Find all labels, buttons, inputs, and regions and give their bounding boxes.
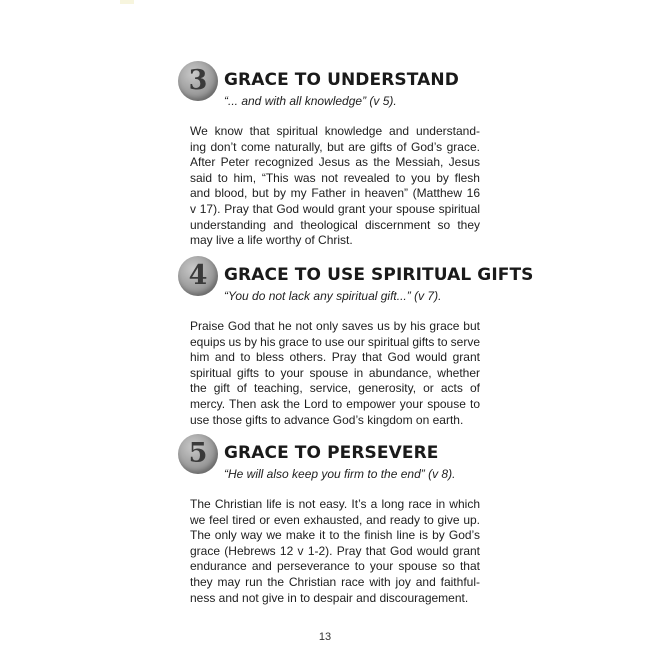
- body-line: they may run the Christian race with joy and faithful-: [190, 574, 480, 589]
- section-heading: [178, 434, 478, 481]
- page-corner-mark: [120, 0, 134, 4]
- body-line: v 17). Pray that God would grant your spouse spiritual: [190, 201, 480, 216]
- body-line: and blood, but by my Father in heaven” (Matthew 16: [190, 186, 480, 201]
- section-heading: [178, 256, 534, 303]
- body-line: use those gifts to advance God’s kingdom on earth.: [190, 412, 464, 427]
- section-body: [190, 497, 480, 606]
- body-line: After Peter recognized Jesus as the Messiah, Jesus: [190, 155, 480, 170]
- body-line: Praise God that he not only saves us by his grace but: [190, 319, 480, 333]
- body-line: ness and not give in to despair and discouragement.: [190, 590, 469, 605]
- section-title: GRACE TO PERSEVERE: [224, 443, 439, 463]
- page-number: 13: [318, 631, 332, 643]
- body-line: equips us by his grace to use our spiritual gifts to serve: [190, 334, 480, 349]
- body-line: we feel tired or even exhausted, and ready to give up.: [190, 512, 480, 527]
- body-line: spiritual gifts to your spouse in abundance, whether: [190, 365, 480, 380]
- body-line: The Christian life is not easy. It’s a long race in which: [190, 497, 480, 511]
- body-line: endurance and perseverance to your spouse so that: [190, 559, 480, 574]
- number-badge-label: 3: [188, 65, 208, 96]
- body-line: mercy. Then ask the Lord to empower your spouse to: [190, 396, 480, 411]
- section-body: [190, 124, 480, 249]
- number-badge: [178, 256, 218, 296]
- section-grace-to-understand: [178, 61, 480, 248]
- section-heading: [178, 61, 478, 108]
- body-line: The only way we make it to the finish line is by God’s: [190, 528, 480, 543]
- number-badge-label: 5: [188, 438, 208, 469]
- body-line: the gift of teaching, service, generosity, or acts of: [190, 381, 480, 396]
- body-line: said to him, “This was not revealed to you by flesh: [190, 170, 480, 185]
- section-verse: “You do not lack any spiritual gift...” (v 7).: [224, 289, 442, 303]
- body-line: grace (Hebrews 12 v 1-2). Pray that God would grant: [190, 543, 480, 558]
- section-title: GRACE TO UNDERSTAND: [224, 70, 459, 90]
- section-body: [190, 319, 480, 428]
- section-verse: “... and with all knowledge” (v 5).: [224, 94, 397, 108]
- section-grace-to-persevere: [178, 434, 480, 605]
- body-line: We know that spiritual knowledge and understand-: [190, 124, 480, 138]
- body-line: may live a life worthy of Christ.: [190, 233, 353, 248]
- section-verse: “He will also keep you firm to the end” (v 8).: [224, 467, 456, 481]
- body-line: him and to bless others. Pray that God would grant: [190, 350, 480, 365]
- number-badge: [178, 434, 218, 474]
- body-line: ing don’t come naturally, but are gifts of God’s grace.: [190, 139, 480, 154]
- body-line: understanding and theological discernment so they: [190, 217, 480, 232]
- section-grace-to-use-spiritual-gifts: [178, 256, 534, 427]
- section-title: GRACE TO USE SPIRITUAL GIFTS: [224, 265, 534, 285]
- number-badge: [178, 61, 218, 101]
- number-badge-label: 4: [188, 260, 208, 291]
